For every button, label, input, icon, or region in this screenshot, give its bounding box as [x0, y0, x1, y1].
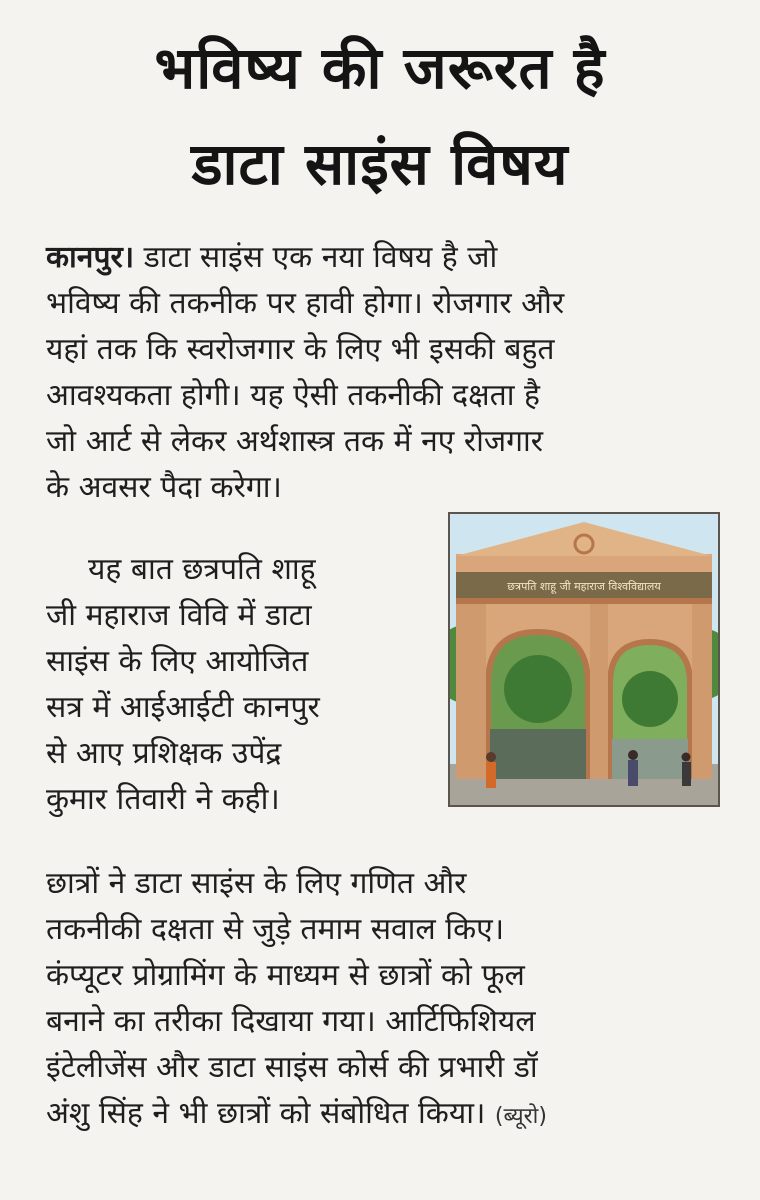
- article-line: साइंस के लिए आयोजित: [46, 644, 309, 679]
- article-line: [46, 1094, 547, 1137]
- article-line: आवश्यकता होगी। यह ऐसी तकनीकी दक्षता है: [46, 378, 540, 413]
- article-line: के अवसर पैदा करेगा।: [46, 470, 282, 505]
- article-line: जो आर्ट से लेकर अर्थशास्त्र तक में नए रोजगार: [46, 424, 544, 459]
- article-line: जी महाराज विवि में डाटा: [46, 598, 312, 633]
- article-line: बनाने का तरीका दिखाया गया। आर्टिफिशियल: [46, 1004, 536, 1039]
- article-line: छात्रों ने डाटा साइंस के लिए गणित और: [46, 866, 467, 901]
- article-line: कुमार तिवारी ने कही।: [46, 782, 280, 817]
- headline: [0, 20, 760, 212]
- gate-sign-text: छत्रपति शाहू जी महाराज विश्वविद्यालय: [507, 580, 661, 593]
- article-line: तकनीकी दक्षता से जुड़े तमाम सवाल किए।: [46, 912, 505, 947]
- lead-first-text: डाटा साइंस एक नया विषय है जो: [143, 240, 498, 275]
- byline-credit: (ब्यूरो): [494, 1104, 547, 1129]
- article-line: भविष्य की तकनीक पर हावी होगा। रोजगार और: [46, 286, 565, 321]
- closing-text: अंशु सिंह ने भी छात्रों को संबोधित किया।: [46, 1096, 486, 1131]
- headline-line-2: डाटा साइंस विषय: [191, 130, 569, 198]
- university-gate-photo: [448, 512, 720, 807]
- headline-line-1: भविष्य की जरूरत है: [154, 34, 606, 102]
- article-line: यहां तक कि स्वरोजगार के लिए भी इसकी बहुत: [46, 332, 555, 367]
- dateline: कानपुर।: [46, 240, 135, 275]
- article-line: कंप्यूटर प्रोग्रामिंग के माध्यम से छात्रों को फूल: [46, 958, 525, 993]
- article-line: सत्र में आईआईटी कानपुर: [46, 690, 320, 725]
- article-line: [46, 238, 497, 278]
- article-line: इंटेलीजेंस और डाटा साइंस कोर्स की प्रभारी डॉ: [46, 1050, 538, 1085]
- gate-illustration: [450, 514, 718, 805]
- article-line: यह बात छत्रपति शाहू: [88, 552, 316, 587]
- article-line: से आए प्रशिक्षक उपेंद्र: [46, 736, 282, 771]
